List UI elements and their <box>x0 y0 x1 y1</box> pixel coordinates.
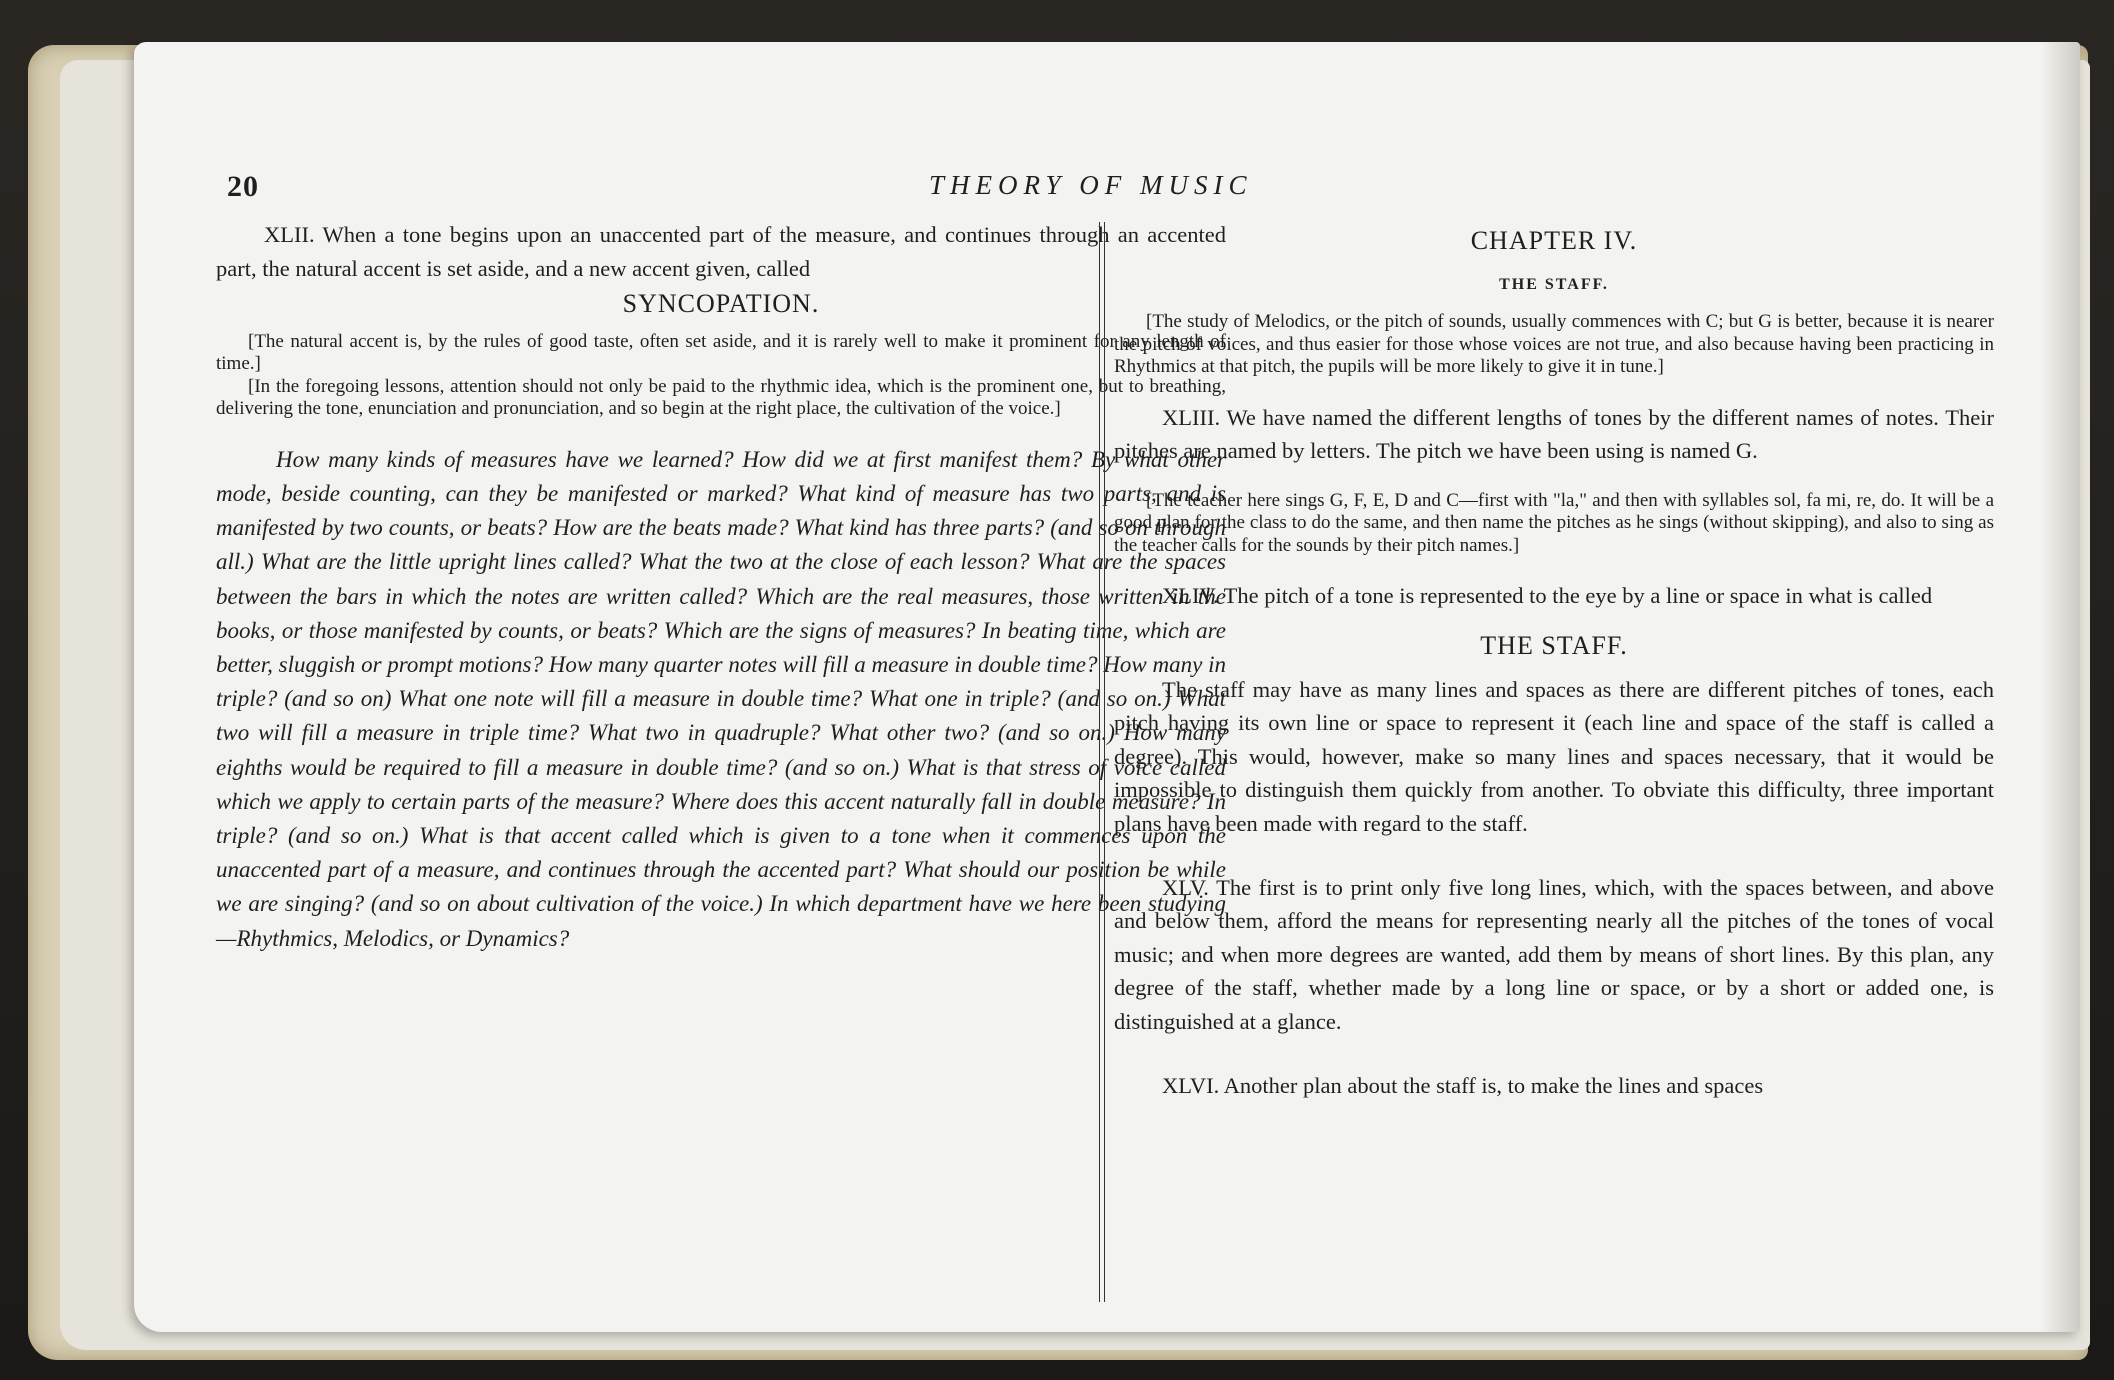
spine-shadow <box>2040 42 2080 1332</box>
review-questions: How many kinds of measures have we learned? How did we at first manifest them? By what other mode, beside counting, can they be manifested or marked? What kind of measure has two parts, and is manifested by two counts, or beats? How are the beats made? What kind has three parts? (and so on through all.) What are the little upright lines called? What the two at the close of each lesson? What are the spaces between the bars in which the notes are written called? Which are the real measures, those written in the books, or those manifested by counts, or beats? Which are the signs of measures? In beating time, which are better, sluggish or prompt motions? How many quarter notes will fill a measure in double time? How many in triple? (and so on) What one note will fill a measure in double time? What one in triple? (and so on.) What two will fill a measure in triple time? What two in quadruple? What other two? (and so on.) How many eighths would be required to fill a measure in double time? (and so on.) What is that stress of voice called which we apply to certain parts of the measure? Where does this accent naturally fall in double measure? In triple? (and so on.) What is that accent called which is given to a tone when it commences upon the unaccented part of a measure, and continues through the accented part? What should our position be while we are singing? (and so on about cultivation of the voice.) In which department have we here been studying—Rhythmics, Melodics, or Dynamics? <box>216 446 1226 951</box>
paragraph-xlvi: XLVI. Another plan about the staff is, to make the lines and spaces <box>1162 1072 1764 1098</box>
paragraph-xlii: XLII. When a tone begins upon an unaccented part of the measure, and continues through an accented part, the natural accent is set aside, and a new accent given, called <box>216 222 1226 281</box>
paragraph-xliv: XLIV. The pitch of a tone is represented to the eye by a line or space in what is called <box>1162 583 1933 609</box>
note-foregoing-lessons: [In the foregoing lessons, attention should not only be paid to the rhythmic idea, which is the prominent one, but to breathing, delivering the tone, enunciation and pronunciation, and so begin at the right place, the cultivation of the voice.] <box>216 375 1226 420</box>
spacer <box>1114 379 1994 401</box>
spacer <box>1114 557 1994 579</box>
spacer <box>1114 841 1994 871</box>
chapter-subtitle: THE STAFF. <box>1499 275 1609 293</box>
page-number: 20 <box>227 170 259 203</box>
paragraph-staff: The staff may have as many lines and spaces as there are different pitches of tones, each pitch having its own line or space to represent it (each line and space of the staff is called a degree). This would, however, make so many lines and spaces necessary, that it would be impossible to distinguish them quickly from another. To obviate this difficulty, three important plans have been made with regard to the staff. <box>1114 676 1994 836</box>
heading-the-staff: THE STAFF. <box>1480 630 1628 660</box>
right-column <box>1114 222 1994 1102</box>
note-teacher-sings: [The teacher here sings G, F, E, D and C—first with "la," and then with syllables sol, fa mi, re, do. It will be a good plan for the class to do the same, and then name the pitches as he sings (without skipping), and also to sing as the teacher calls for the sounds by their pitch names.] <box>1114 489 1994 556</box>
page-header <box>134 170 2080 210</box>
spacer <box>1114 1039 1994 1069</box>
column-divider <box>1099 222 1105 1302</box>
note-melodics: [The study of Melodics, or the pitch of sounds, usually commences with C; but G is better, because it is nearer the pitch of voices, and thus easier for those whose voices are not true, and also because having been practicing in Rhythmics at that pitch, the pupils will be more likely to give it in tune.] <box>1114 311 1994 378</box>
paragraph-xliii: XLIII. We have named the different lengths of tones by the different names of notes. Their pitches are named by letters. The pitch we have been using is named G. <box>1114 404 1994 464</box>
paragraph-xlv: XLV. The first is to print only five long lines, which, with the spaces between, and above and below them, afford the means for representing nearly all the pitches of the tones of vocal music; and when more degrees are wanted, add them by means of short lines. By this plan, any degree of the staff, whether made by a long line or space, or by a short or added one, is distinguished at a glance. <box>1114 874 1994 1034</box>
spacer <box>1114 613 1994 627</box>
spacer <box>1114 468 1994 490</box>
note-natural-accent: [The natural accent is, by the rules of good taste, often set aside, and it is rarely well to make it prominent for any length of time.] <box>216 330 1226 375</box>
book-page <box>134 42 2080 1332</box>
left-column <box>216 218 1226 956</box>
heading-syncopation: SYNCOPATION. <box>622 289 820 319</box>
running-title: THEORY OF MUSIC <box>929 170 1253 200</box>
chapter-title: CHAPTER IV. <box>1470 226 1638 255</box>
